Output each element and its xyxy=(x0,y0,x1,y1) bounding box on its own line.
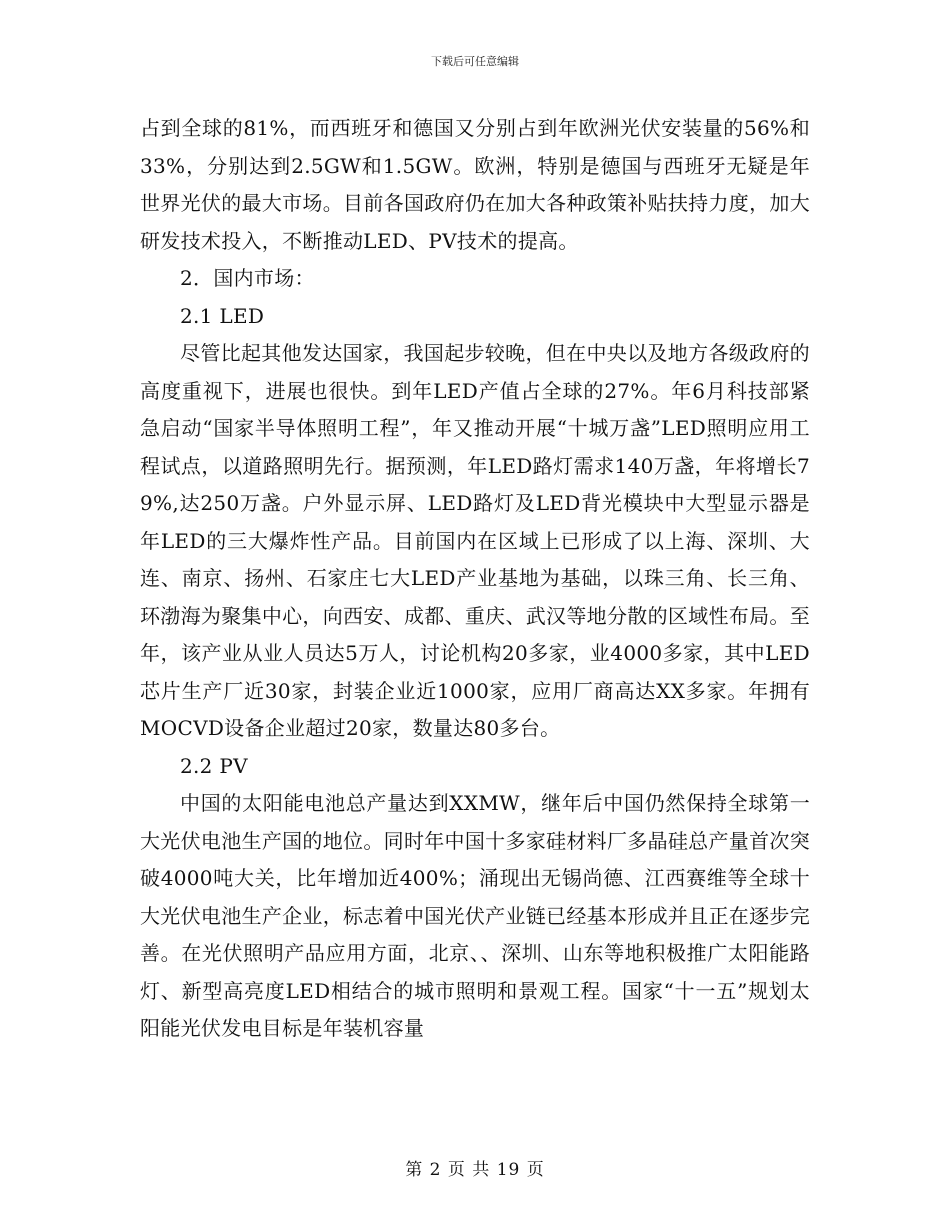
subsection-heading-led: 2.1 LED xyxy=(180,303,265,328)
document-body xyxy=(140,110,810,1048)
subsection-heading-pv: 2.2 PV xyxy=(180,753,248,778)
page-number-footer: 第 2 页 共 19 页 xyxy=(405,1160,545,1180)
section-heading-domestic-market: 2．国内市场： xyxy=(180,266,315,290)
paragraph-led-domestic: 尽管比起其他发达国家，我国起步较晚，但在中央以及地方各级政府的高度重视下，进展也很快。到年LED产值占全球的27%。年6月科技部紧急启动“国家半导体照明工程”，年又推动开展“十城万盏”LED照明应用工程试点，以道路照明先行。据预测，年LED路灯需求140万盏，年将增长79%,达250万盏。户外显示屏、LED路灯及LED背光模块中大型显示器是年LED的三大爆炸性产品。目前国内在区域上已形成了以上海、深圳、大连、南京、扬州、石家庄七大LED产业基地为基础，以珠三角、长三角、环渤海为聚集中心，向西安、成都、重庆、武汉等地分散的区域性布局。至年，该产业从业人员达5万人，讨论机构20多家，业4000多家，其中LED芯片生产厂近30家，封装企业近1000家，应用厂商高达XX多家。年拥有MOCVD设备企业超过20家，数量达80多台。 xyxy=(140,341,810,740)
paragraph-europe-market: 占到全球的81%，而西班牙和德国又分别占到年欧洲光伏安装量的56%和33%，分别达到2.5GW和1.5GW。欧洲，特别是德国与西班牙无疑是年世界光伏的最大市场。目前各国政府仍在加大各种政策补贴扶持力度，加大研发技术投入，不断推动LED、PV技术的提高。 xyxy=(140,116,810,253)
paragraph-pv-domestic: 中国的太阳能电池总产量达到XXMW，继年后中国仍然保持全球第一大光伏电池生产国的地位。同时年中国十多家硅材料厂多晶硅总产量首次突破4000吨大关，比年增加近400%；涌现出无锡尚德、江西赛维等全球十大光伏电池生产企业，标志着中国光伏产业链已经基本形成并且正在逐步完善。在光伏照明产品应用方面，北京、、深圳、山东等地积极推广太阳能路灯、新型高亮度LED相结合的城市照明和景观工程。国家“十一五”规划太阳能光伏发电目标是年装机容量 xyxy=(140,791,810,1040)
page-header-note: 下载后可任意编辑 xyxy=(431,55,519,68)
